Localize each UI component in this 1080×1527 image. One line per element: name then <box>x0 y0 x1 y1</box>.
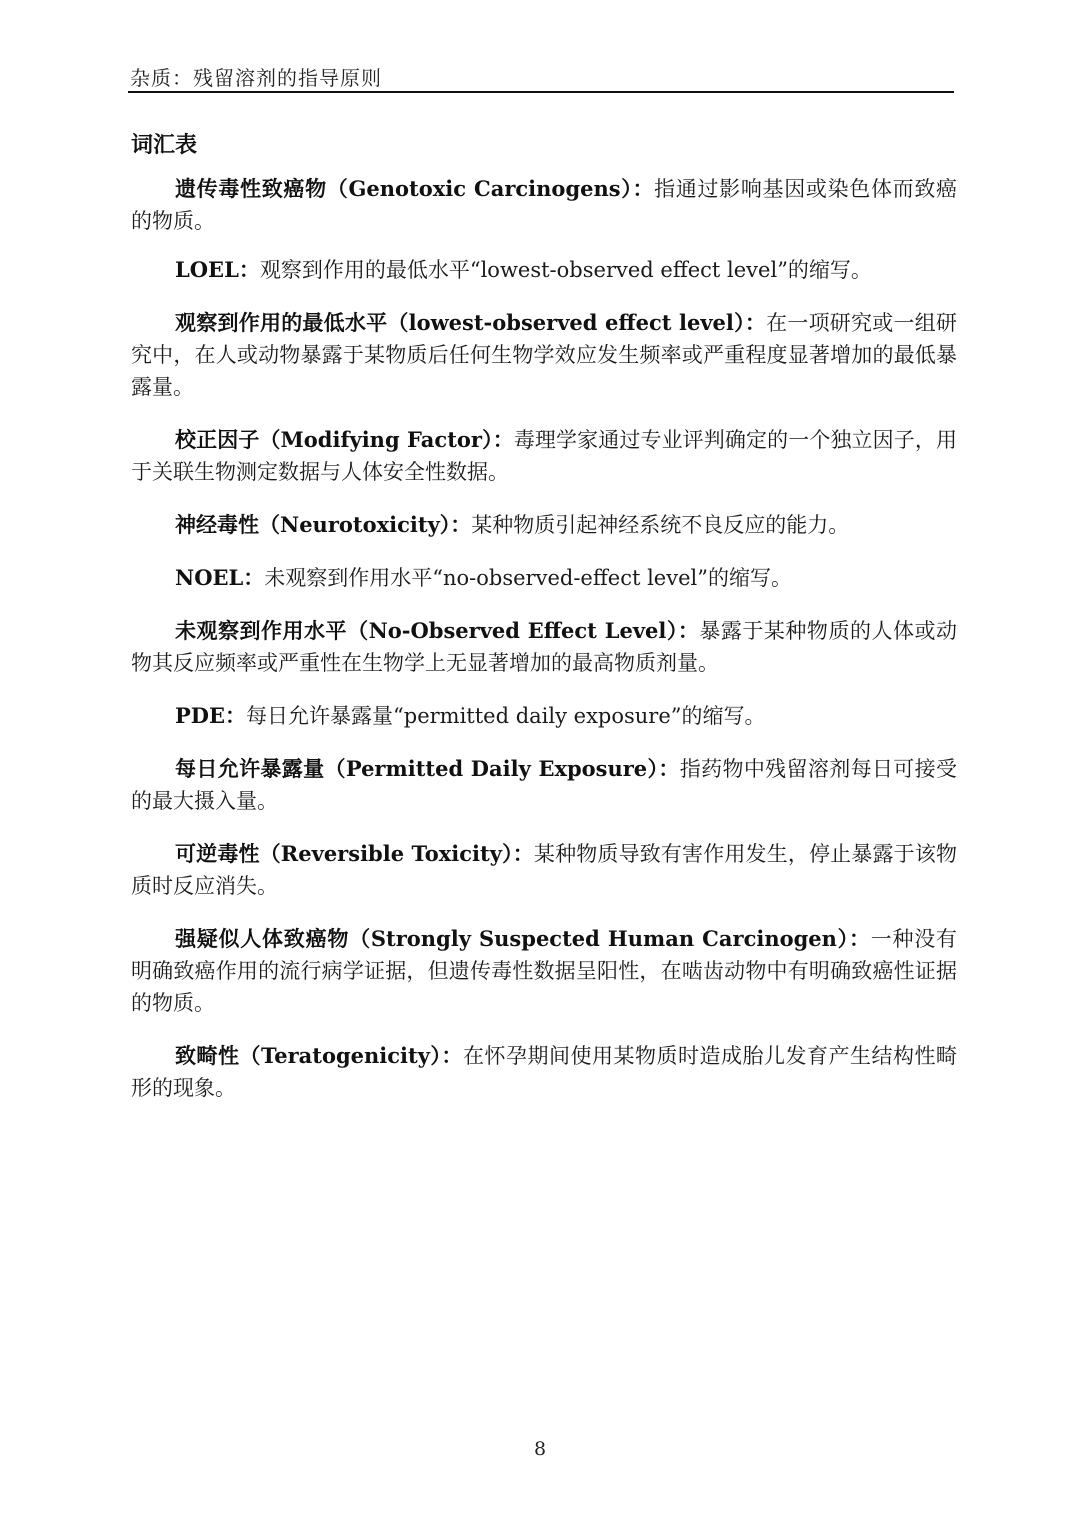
glossary-entry-strongly-suspected-human-carcinogen <box>131 923 957 1019</box>
glossary-term: NOEL： <box>175 565 265 590</box>
glossary-entry-teratogenicity <box>131 1040 957 1104</box>
glossary-entry-neurotoxicity <box>131 509 957 541</box>
glossary-term: LOEL： <box>175 257 260 282</box>
glossary-definition: 未观察到作用水平“no-observed-effect level”的缩写。 <box>264 566 792 590</box>
header-divider <box>128 91 954 93</box>
glossary-entry-no-observed-effect-level <box>131 615 957 679</box>
glossary-term: 每日允许暴露量（Permitted Daily Exposure）： <box>175 756 680 781</box>
glossary-term: 遗传毒性致癌物（Genotoxic Carcinogens）： <box>175 176 655 201</box>
glossary-definition: 某种物质导致有害作用发生，停止暴露于该物质时反应消失。 <box>131 842 957 898</box>
glossary-entry-genotoxic-carcinogens <box>131 173 957 237</box>
glossary-definition: 观察到作用的最低水平“lowest-observed effect level”的缩写。 <box>259 258 872 282</box>
glossary-term: 强疑似人体致癌物（Strongly Suspected Human Carcinogen）： <box>175 926 871 951</box>
glossary-entry-reversible-toxicity <box>131 838 957 902</box>
running-header: 杂质：残留溶剂的指导原则 <box>130 66 382 90</box>
glossary-entry-lowest-observed-effect-level <box>131 307 957 403</box>
glossary-term: 可逆毒性（Reversible Toxicity）： <box>175 841 534 866</box>
glossary-definition: 暴露于某种物质的人体或动物其反应频率或严重性在生物学上无显著增加的最高物质剂量。 <box>131 619 957 675</box>
glossary-definition: 在一项研究或一组研究中，在人或动物暴露于某物质后任何生物学效应发生频率或严重程度显著增加的最低暴露量。 <box>131 311 957 399</box>
glossary-term: 未观察到作用水平（No-Observed Effect Level）： <box>175 618 700 643</box>
page-number: 8 <box>533 1438 547 1460</box>
glossary-definition: 某种物质引起神经系统不良反应的能力。 <box>471 513 850 537</box>
glossary-term: PDE： <box>175 703 247 728</box>
glossary-entry-modifying-factor <box>131 424 957 488</box>
glossary-definition: 指通过影响基因或染色体而致癌的物质。 <box>131 177 957 233</box>
glossary-term: 观察到作用的最低水平（lowest-observed effect level）： <box>175 310 767 335</box>
glossary-definition: 在怀孕期间使用某物质时造成胎儿发育产生结构性畸形的现象。 <box>131 1044 957 1100</box>
glossary-entry-pde <box>131 700 957 732</box>
glossary-entry-noel <box>131 562 957 594</box>
section-title: 词汇表 <box>131 132 198 158</box>
glossary-list <box>131 173 957 1125</box>
glossary-entry-permitted-daily-exposure <box>131 753 957 817</box>
glossary-definition: 一种没有明确致癌作用的流行病学证据，但遗传毒性数据呈阳性，在啮齿动物中有明确致癌性证据的物质。 <box>131 927 958 1015</box>
glossary-term: 神经毒性（Neurotoxicity）： <box>175 512 472 537</box>
glossary-definition: 指药物中残留溶剂每日可接受的最大摄入量。 <box>131 757 958 813</box>
glossary-term: 校正因子（Modifying Factor）： <box>175 427 514 452</box>
glossary-entry-loel <box>131 254 957 286</box>
glossary-definition: 每日允许暴露量“permitted daily exposure”的缩写。 <box>246 704 766 728</box>
glossary-definition: 毒理学家通过专业评判确定的一个独立因子，用于关联生物测定数据与人体安全性数据。 <box>131 428 957 484</box>
glossary-term: 致畸性（Teratogenicity）： <box>175 1043 463 1068</box>
